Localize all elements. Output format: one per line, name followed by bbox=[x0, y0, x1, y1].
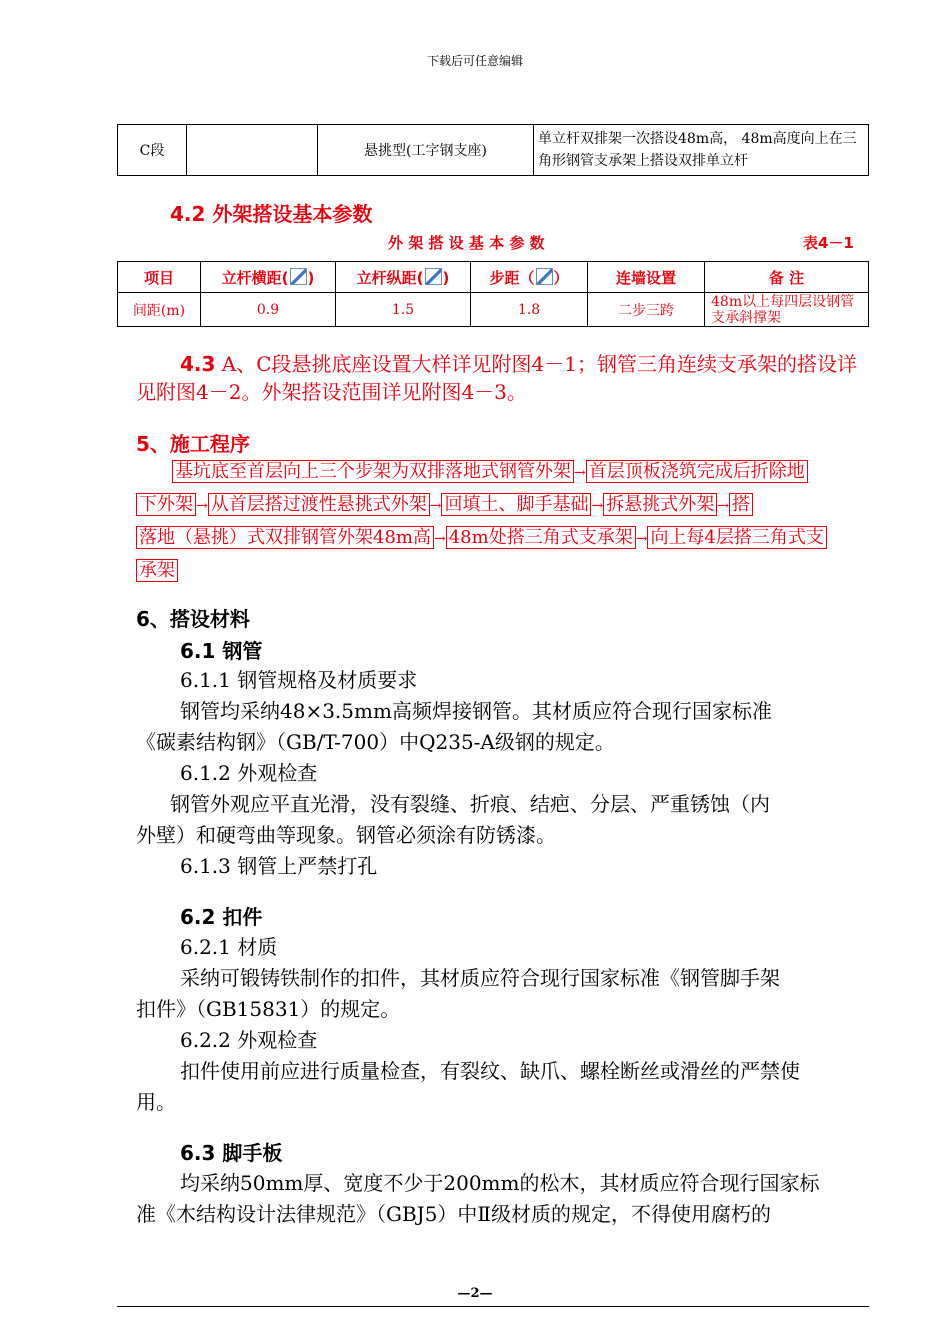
section-heading: 6、搭设材料 bbox=[136, 607, 250, 631]
subsection-title: 6.2.2 外观检查 bbox=[180, 1028, 318, 1052]
flow-step: 搭 bbox=[729, 493, 753, 516]
arrow-icon: → bbox=[429, 498, 442, 514]
paragraph-line: 外壁）和硬弯曲等现象。钢管必须涂有防锈漆。 bbox=[136, 823, 556, 847]
section-heading: 5、施工程序 bbox=[136, 432, 250, 456]
section-4-3-paragraph: 4.3 A、C段悬挑底座设置大样详见附图4－1；钢管三角连续支承架的搭设详见附图4－2。外架搭设范围详见附图4－3。 bbox=[136, 352, 857, 404]
parameter-table bbox=[117, 261, 869, 327]
flow-step: 从首层搭过渡性悬挑式外架 bbox=[208, 493, 430, 516]
construction-flow bbox=[136, 456, 864, 586]
arrow-icon: → bbox=[591, 498, 604, 514]
page-header: 下载后可任意编辑 bbox=[426, 54, 523, 68]
flow-step: 拆悬挑式外架 bbox=[603, 493, 717, 516]
flow-step: 落地（悬挑）式双排钢管外架48m高 bbox=[136, 526, 434, 549]
paragraph-line: 钢管均采纳48×3.5mm高频焊接钢管。其材质应符合现行国家标准 bbox=[180, 699, 772, 723]
subsection-title: 6.1.3 钢管上严禁打孔 bbox=[180, 854, 378, 878]
table-cell: C段 bbox=[118, 125, 187, 176]
flow-step: 首层顶板浇筑完成后折除地 bbox=[586, 460, 808, 483]
flow-step: 回填土、脚手基础 bbox=[441, 493, 591, 516]
table-cell: 悬挑型(工字钢支座) bbox=[318, 125, 534, 176]
paragraph-line: 扣件》（GB15831）的规定。 bbox=[136, 997, 401, 1021]
column-header: 立杆横距( ) bbox=[201, 262, 336, 293]
subsection-heading: 6.3 脚手板 bbox=[180, 1141, 283, 1165]
subsection-heading: 6.1 钢管 bbox=[180, 639, 263, 663]
column-header: 项目 bbox=[118, 262, 201, 293]
paragraph-line: 用。 bbox=[136, 1090, 176, 1114]
segment-table bbox=[117, 124, 869, 176]
arrow-icon: → bbox=[196, 498, 208, 514]
flow-step: 承架 bbox=[136, 559, 178, 582]
table-caption: 外 架 搭 设 基 本 参 数 bbox=[388, 234, 545, 252]
flow-step: 48m处搭三角式支承架 bbox=[446, 526, 636, 549]
subsection-heading: 6.2 扣件 bbox=[180, 905, 263, 929]
section-heading: 4.2 外架搭设基本参数 bbox=[170, 202, 373, 226]
paragraph-line: 《碳素结构钢》（GB/T-700）中Q235-A级钢的规定。 bbox=[136, 730, 615, 754]
paragraph-line: 均采纳50mm厚、宽度不少于200mm的松木，其材质应符合现行国家标 bbox=[180, 1171, 820, 1195]
column-header: 步距（ ） bbox=[471, 262, 588, 293]
paragraph-line: 准《木结构设计法律规范》（GBJ5）中Ⅱ级材质的规定，不得使用腐朽的 bbox=[136, 1202, 772, 1226]
column-header: 连墙设置 bbox=[588, 262, 705, 293]
table-cell: 1.5 bbox=[336, 293, 471, 327]
table-cell: 48m以上每四层设钢管支承斜撑架 bbox=[705, 293, 869, 327]
table-cell: 单立杆双排架一次搭设48m高， 48m高度向上在三角形钢管支承架上搭设双排单立杆 bbox=[534, 125, 869, 176]
flow-step: 向上每4层搭三角式支 bbox=[647, 526, 826, 549]
image-icon bbox=[425, 268, 442, 285]
flow-step: 基坑底至首层向上三个步架为双排落地式钢管外架 bbox=[172, 460, 574, 483]
column-header: 备 注 bbox=[705, 262, 869, 293]
table-cell bbox=[187, 125, 318, 176]
paragraph-line: 采纳可锻铸铁制作的扣件，其材质应符合现行国家标准《钢管脚手架 bbox=[180, 966, 780, 990]
paragraph-line: 扣件使用前应进行质量检查，有裂纹、缺爪、螺栓断丝或滑丝的严禁使 bbox=[180, 1059, 800, 1083]
table-cell: 1.8 bbox=[471, 293, 588, 327]
subsection-title: 6.1.1 钢管规格及材质要求 bbox=[180, 668, 418, 692]
arrow-icon: → bbox=[574, 465, 586, 481]
footer-rule bbox=[117, 1306, 869, 1307]
arrow-icon: → bbox=[433, 531, 446, 547]
page-number: —2— bbox=[457, 1286, 493, 1301]
image-icon bbox=[536, 268, 553, 285]
arrow-icon: → bbox=[717, 498, 729, 514]
image-icon bbox=[290, 268, 307, 285]
table-cell: 间距(m) bbox=[118, 293, 201, 327]
column-header: 立杆纵距( ) bbox=[336, 262, 471, 293]
table-number: 表4－1 bbox=[803, 234, 854, 252]
subsection-title: 6.1.2 外观检查 bbox=[180, 761, 318, 785]
paragraph-line: 钢管外观应平直光滑，没有裂缝、折痕、结疤、分层、严重锈蚀（内 bbox=[170, 792, 770, 816]
flow-step: 下外架 bbox=[136, 493, 196, 516]
arrow-icon: → bbox=[635, 531, 648, 547]
subsection-title: 6.2.1 材质 bbox=[180, 935, 278, 959]
table-cell: 0.9 bbox=[201, 293, 336, 327]
table-cell: 二步三跨 bbox=[588, 293, 705, 327]
